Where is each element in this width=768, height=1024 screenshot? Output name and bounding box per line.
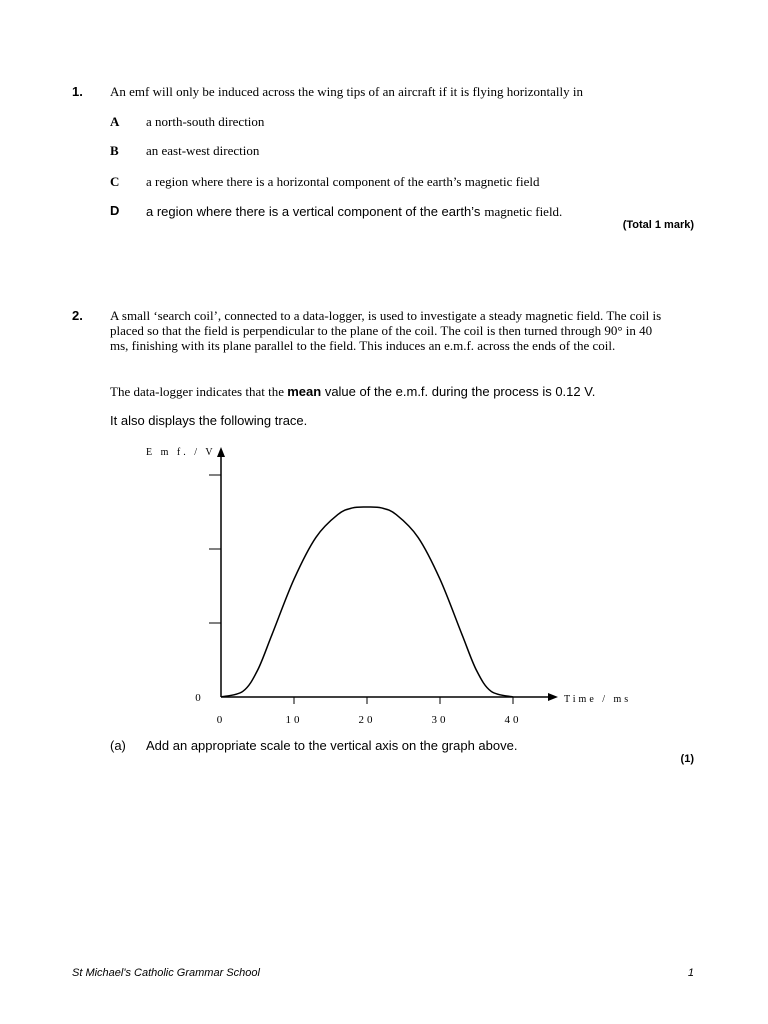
option-c-letter: C (110, 174, 120, 189)
x-tick-label: 40 (504, 714, 522, 726)
question-2-number: 2. (72, 308, 83, 323)
option-d-letter: D (110, 203, 120, 218)
option-b-letter: B (110, 143, 119, 158)
mean-bold-word: mean (287, 384, 322, 399)
option-a-text: a north-south direction (146, 114, 265, 129)
option-c-text: a region where there is a horizontal component of the earth’s magnetic field (146, 174, 540, 189)
question-1-total-marks: (Total 1 mark) (622, 219, 694, 231)
part-a-marks: (1) (680, 753, 694, 765)
y-origin-label: 0 (195, 692, 201, 704)
footer-school-name: St Michael's Catholic Grammar School (72, 967, 260, 979)
question-1-number: 1. (72, 84, 83, 99)
emf-trace-curve (221, 507, 513, 697)
option-b-text: an east-west direction (146, 143, 260, 158)
y-axis-arrowhead (217, 447, 225, 457)
question-1-stem: An emf will only be induced across the wing tips of an aircraft if it is flying horizontally in (110, 84, 583, 99)
footer-page-number: 1 (687, 967, 694, 979)
x-tick-label: 20 (358, 714, 376, 726)
x-tick-label: 30 (431, 714, 449, 726)
option-d-text-part1: a region where there is a vertical component of the earth’s (146, 204, 481, 219)
mean-line-start: The data-logger indicates that the (110, 384, 288, 399)
question-2-paragraph: A small ‘search coil’, connected to a data-logger, is used to investigate a steady magnetic field. The coil is placed so that the field is perpendicular to the plane of the coil. The coil is then turned through 90° in 40 ms, finishing with its plane parallel to the field. This induces an e.m.f. across the ends of the coil. (110, 308, 662, 353)
x-axis-arrowhead (548, 693, 558, 701)
x-tick-label: 0 (216, 714, 226, 726)
x-tick-label: 10 (285, 714, 303, 726)
option-a-letter: A (110, 114, 120, 129)
part-a-label: (a) (110, 738, 126, 753)
graph-layer (146, 447, 631, 726)
x-axis-title: Time / ms (564, 694, 632, 705)
part-a-text: Add an appropriate scale to the vertical axis on the graph above. (146, 738, 518, 753)
trace-intro: It also displays the following trace. (110, 413, 308, 428)
mean-line-end: value of the e.m.f. during the process is 0.12 V. (321, 384, 596, 399)
option-d-text-part2: magnetic field. (484, 204, 563, 219)
y-axis-title: E m f. / V (146, 447, 216, 458)
